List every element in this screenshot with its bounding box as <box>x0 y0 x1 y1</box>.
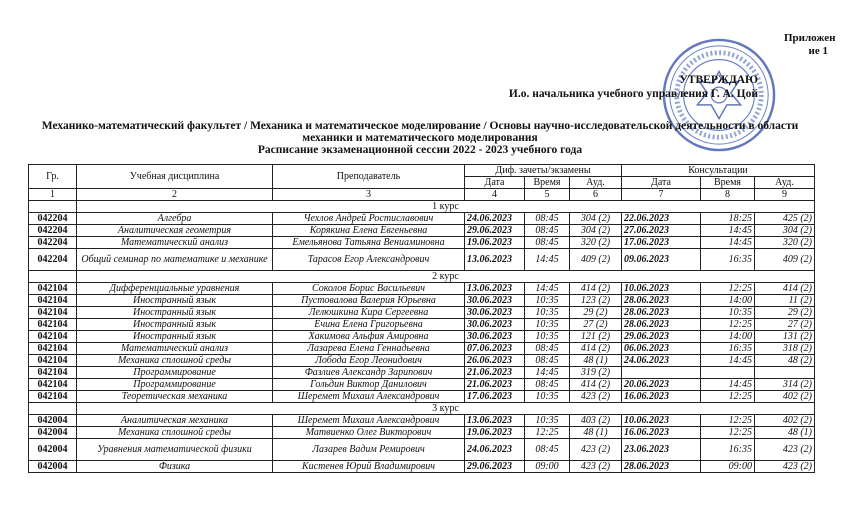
consult-aud-cell: 27 (2) <box>755 319 815 331</box>
consult-time-cell: 14:45 <box>701 355 755 367</box>
discipline-cell: Алгебра <box>77 213 273 225</box>
consult-aud-cell: 402 (2) <box>755 391 815 403</box>
teacher-cell: Хакимова Альфия Амировна <box>273 331 465 343</box>
exam-aud-cell: 414 (2) <box>570 343 622 355</box>
consult-time-cell: 12:25 <box>701 319 755 331</box>
consult-aud-cell: 304 (2) <box>755 225 815 237</box>
teacher-cell: Пустовалова Валерия Юрьевна <box>273 295 465 307</box>
teacher-cell: Кистенев Юрий Владимирович <box>273 461 465 473</box>
group-cell: 042204 <box>29 249 77 271</box>
consult-time-cell <box>701 367 755 379</box>
table-row <box>29 249 815 271</box>
consult-date-cell <box>622 367 701 379</box>
discipline-cell: Иностранный язык <box>77 319 273 331</box>
discipline-cell: Иностранный язык <box>77 307 273 319</box>
consult-date-cell: 22.06.2023 <box>622 213 701 225</box>
exam-aud-cell: 27 (2) <box>570 319 622 331</box>
exam-time-cell: 08:45 <box>525 439 570 461</box>
course-title: 1 курс <box>77 201 815 213</box>
table-row <box>29 343 815 355</box>
exam-time-cell: 09:00 <box>525 461 570 473</box>
exam-time-cell: 08:45 <box>525 225 570 237</box>
consult-aud-cell: 48 (1) <box>755 427 815 439</box>
exam-aud-cell: 29 (2) <box>570 307 622 319</box>
consult-aud-cell: 402 (2) <box>755 415 815 427</box>
header-discipline: Учебная дисциплина <box>77 165 273 189</box>
column-number: 4 <box>465 189 525 201</box>
exam-aud-cell: 414 (2) <box>570 283 622 295</box>
exam-aud-cell: 121 (2) <box>570 331 622 343</box>
exam-time-cell: 10:35 <box>525 307 570 319</box>
group-cell: 042004 <box>29 427 77 439</box>
course-title: 3 курс <box>77 403 815 415</box>
exam-time-cell: 08:45 <box>525 213 570 225</box>
consult-time-cell: 09:00 <box>701 461 755 473</box>
teacher-cell: Шеремет Михаил Александрович <box>273 415 465 427</box>
course-heading-row <box>29 403 815 415</box>
consult-aud-cell: 409 (2) <box>755 249 815 271</box>
exam-date-cell: 24.06.2023 <box>465 439 525 461</box>
header-exam-time: Время <box>525 177 570 189</box>
exam-time-cell: 14:45 <box>525 283 570 295</box>
consult-date-cell: 10.06.2023 <box>622 283 701 295</box>
consult-date-cell: 29.06.2023 <box>622 331 701 343</box>
teacher-cell: Ечина Елена Григорьевна <box>273 319 465 331</box>
table-row <box>29 237 815 249</box>
exam-aud-cell: 304 (2) <box>570 225 622 237</box>
discipline-cell: Физика <box>77 461 273 473</box>
exam-time-cell: 08:45 <box>525 379 570 391</box>
schedule-body <box>29 189 815 473</box>
column-number: 9 <box>755 189 815 201</box>
teacher-cell: Гольдин Виктор Данилович <box>273 379 465 391</box>
consult-aud-cell: 414 (2) <box>755 283 815 295</box>
table-row <box>29 295 815 307</box>
consult-aud-cell: 131 (2) <box>755 331 815 343</box>
header-consult-date: Дата <box>622 177 701 189</box>
exam-aud-cell: 319 (2) <box>570 367 622 379</box>
consult-time-cell: 16:35 <box>701 343 755 355</box>
discipline-cell: Аналитическая геометрия <box>77 225 273 237</box>
column-number: 8 <box>701 189 755 201</box>
exam-time-cell: 08:45 <box>525 343 570 355</box>
table-row <box>29 379 815 391</box>
consult-time-cell: 12:25 <box>701 391 755 403</box>
course-heading-row <box>29 201 815 213</box>
exam-time-cell: 12:25 <box>525 427 570 439</box>
consult-aud-cell <box>755 367 815 379</box>
consult-time-cell: 12:25 <box>701 415 755 427</box>
consult-aud-cell: 29 (2) <box>755 307 815 319</box>
consult-date-cell: 10.06.2023 <box>622 415 701 427</box>
consult-date-cell: 27.06.2023 <box>622 225 701 237</box>
column-number: 3 <box>273 189 465 201</box>
consult-time-cell: 18:25 <box>701 213 755 225</box>
group-cell: 042204 <box>29 237 77 249</box>
discipline-cell: Теоретическая механика <box>77 391 273 403</box>
group-cell: 042104 <box>29 367 77 379</box>
consult-aud-cell: 423 (2) <box>755 461 815 473</box>
table-row <box>29 283 815 295</box>
discipline-cell: Механика сплошной среды <box>77 427 273 439</box>
header-teacher: Преподаватель <box>273 165 465 189</box>
column-number-row <box>29 189 815 201</box>
consult-date-cell: 06.06.2023 <box>622 343 701 355</box>
group-cell: 042104 <box>29 307 77 319</box>
group-cell: 042004 <box>29 415 77 427</box>
consult-time-cell: 16:35 <box>701 249 755 271</box>
exam-time-cell: 10:35 <box>525 415 570 427</box>
exam-time-cell: 10:35 <box>525 295 570 307</box>
exam-aud-cell: 320 (2) <box>570 237 622 249</box>
discipline-cell: Аналитическая механика <box>77 415 273 427</box>
teacher-cell: Чехлов Андрей Ростиславович <box>273 213 465 225</box>
table-row <box>29 307 815 319</box>
table-row <box>29 415 815 427</box>
exam-date-cell: 30.06.2023 <box>465 307 525 319</box>
teacher-cell: Матвиенко Олег Викторович <box>273 427 465 439</box>
consult-aud-cell: 11 (2) <box>755 295 815 307</box>
approval-signer: И.о. начальника учебного управления Г. А. Цой <box>508 88 758 100</box>
header-consult-time: Время <box>701 177 755 189</box>
table-row <box>29 331 815 343</box>
teacher-cell: Шеремет Михаил Александрович <box>273 391 465 403</box>
column-number: 6 <box>570 189 622 201</box>
group-cell: 042104 <box>29 343 77 355</box>
table-row <box>29 225 815 237</box>
approval-title: УТВЕРЖДАЮ <box>679 74 758 86</box>
exam-time-cell: 08:45 <box>525 355 570 367</box>
table-row <box>29 461 815 473</box>
course-title: 2 курс <box>77 271 815 283</box>
consult-aud-cell: 48 (2) <box>755 355 815 367</box>
consult-time-cell: 12:25 <box>701 427 755 439</box>
teacher-cell: Лобода Егор Леонидович <box>273 355 465 367</box>
table-row <box>29 391 815 403</box>
exam-date-cell: 17.06.2023 <box>465 391 525 403</box>
discipline-cell: Механика сплошной среды <box>77 355 273 367</box>
header-group: Гр. <box>29 165 77 189</box>
teacher-cell: Корякина Елена Евгеньевна <box>273 225 465 237</box>
group-cell: 042104 <box>29 295 77 307</box>
exam-date-cell: 24.06.2023 <box>465 213 525 225</box>
group-cell: 042204 <box>29 213 77 225</box>
exam-aud-cell: 123 (2) <box>570 295 622 307</box>
teacher-cell: Фазлиев Александр Зарипович <box>273 367 465 379</box>
consult-time-cell: 14:00 <box>701 295 755 307</box>
group-cell: 042104 <box>29 283 77 295</box>
exam-aud-cell: 48 (1) <box>570 355 622 367</box>
table-row <box>29 213 815 225</box>
consult-time-cell: 12:25 <box>701 283 755 295</box>
exam-time-cell: 14:45 <box>525 367 570 379</box>
group-cell: 042004 <box>29 439 77 461</box>
consult-time-cell: 14:00 <box>701 331 755 343</box>
exam-aud-cell: 414 (2) <box>570 379 622 391</box>
consult-date-cell: 09.06.2023 <box>622 249 701 271</box>
teacher-cell: Лазарева Елена Геннадьевна <box>273 343 465 355</box>
exam-time-cell: 10:35 <box>525 319 570 331</box>
consult-aud-cell: 318 (2) <box>755 343 815 355</box>
exam-schedule-table <box>28 164 815 473</box>
approval-block <box>509 73 758 101</box>
consult-time-cell: 10:35 <box>701 307 755 319</box>
consult-date-cell: 24.06.2023 <box>622 355 701 367</box>
exam-time-cell: 10:35 <box>525 331 570 343</box>
group-cell: 042104 <box>29 355 77 367</box>
header-exam-aud: Ауд. <box>570 177 622 189</box>
consult-date-cell: 17.06.2023 <box>622 237 701 249</box>
table-row <box>29 439 815 461</box>
exam-time-cell: 08:45 <box>525 237 570 249</box>
column-number: 1 <box>29 189 77 201</box>
exam-aud-cell: 423 (2) <box>570 461 622 473</box>
group-cell: 042004 <box>29 461 77 473</box>
exam-date-cell: 13.06.2023 <box>465 283 525 295</box>
teacher-cell: Лелюшкина Кира Сергеевна <box>273 307 465 319</box>
document-heading <box>40 120 800 156</box>
consult-date-cell: 16.06.2023 <box>622 427 701 439</box>
consult-time-cell: 14:45 <box>701 225 755 237</box>
consult-date-cell: 20.06.2023 <box>622 379 701 391</box>
exam-aud-cell: 403 (2) <box>570 415 622 427</box>
appendix-label <box>784 32 836 58</box>
heading-line-3: Расписание экзаменационной сессии 2022 - 2023 учебного года <box>257 144 583 156</box>
exam-date-cell: 29.06.2023 <box>465 225 525 237</box>
exam-date-cell: 13.06.2023 <box>465 415 525 427</box>
exam-aud-cell: 48 (1) <box>570 427 622 439</box>
discipline-cell: Программирование <box>77 379 273 391</box>
exam-aud-cell: 423 (2) <box>570 439 622 461</box>
consult-aud-cell: 314 (2) <box>755 379 815 391</box>
heading-line-2: механики и математического моделирования <box>302 132 538 144</box>
consult-date-cell: 28.06.2023 <box>622 307 701 319</box>
exam-date-cell: 30.06.2023 <box>465 331 525 343</box>
group-cell: 042104 <box>29 379 77 391</box>
table-row <box>29 355 815 367</box>
exam-date-cell: 19.06.2023 <box>465 237 525 249</box>
group-cell: 042204 <box>29 225 77 237</box>
exam-date-cell: 26.06.2023 <box>465 355 525 367</box>
teacher-cell: Емельянова Татьяна Вениаминовна <box>273 237 465 249</box>
exam-aud-cell: 423 (2) <box>570 391 622 403</box>
exam-date-cell: 07.06.2023 <box>465 343 525 355</box>
exam-date-cell: 30.06.2023 <box>465 319 525 331</box>
exam-aud-cell: 409 (2) <box>570 249 622 271</box>
header-consultations: Консультации <box>622 165 815 177</box>
exam-time-cell: 14:45 <box>525 249 570 271</box>
discipline-cell: Уравнения математической физики <box>77 439 273 461</box>
exam-time-cell: 10:35 <box>525 391 570 403</box>
exam-date-cell: 30.06.2023 <box>465 295 525 307</box>
discipline-cell: Математический анализ <box>77 237 273 249</box>
discipline-cell: Программирование <box>77 367 273 379</box>
consult-aud-cell: 320 (2) <box>755 237 815 249</box>
course-heading-row <box>29 271 815 283</box>
exam-date-cell: 13.06.2023 <box>465 249 525 271</box>
header-exams: Диф. зачеты/экзамены <box>465 165 622 177</box>
consult-date-cell: 28.06.2023 <box>622 295 701 307</box>
teacher-cell: Тарасов Егор Александрович <box>273 249 465 271</box>
exam-aud-cell: 304 (2) <box>570 213 622 225</box>
teacher-cell: Соколов Борис Васильевич <box>273 283 465 295</box>
group-cell: 042104 <box>29 319 77 331</box>
consult-aud-cell: 423 (2) <box>755 439 815 461</box>
group-cell: 042104 <box>29 331 77 343</box>
table-row <box>29 367 815 379</box>
heading-line-1: Механико-математический факультет / Механика и математическое моделирование / Основы научно-исследовательской деятельности в области <box>41 120 799 132</box>
consult-aud-cell: 425 (2) <box>755 213 815 225</box>
discipline-cell: Математический анализ <box>77 343 273 355</box>
appendix-line-1: Приложен <box>784 32 836 44</box>
consult-date-cell: 16.06.2023 <box>622 391 701 403</box>
column-number: 2 <box>77 189 273 201</box>
discipline-cell: Дифференциальные уравнения <box>77 283 273 295</box>
teacher-cell: Лазарев Вадим Ремирович <box>273 439 465 461</box>
column-number: 5 <box>525 189 570 201</box>
discipline-cell: Иностранный язык <box>77 331 273 343</box>
exam-date-cell: 21.06.2023 <box>465 367 525 379</box>
consult-time-cell: 14:45 <box>701 237 755 249</box>
appendix-line-2: ие 1 <box>808 45 828 57</box>
column-number: 7 <box>622 189 701 201</box>
header-exam-date: Дата <box>465 177 525 189</box>
table-row <box>29 427 815 439</box>
header-consult-aud: Ауд. <box>755 177 815 189</box>
consult-time-cell: 16:35 <box>701 439 755 461</box>
consult-date-cell: 28.06.2023 <box>622 461 701 473</box>
exam-date-cell: 21.06.2023 <box>465 379 525 391</box>
consult-date-cell: 28.06.2023 <box>622 319 701 331</box>
exam-date-cell: 19.06.2023 <box>465 427 525 439</box>
consult-time-cell: 14:45 <box>701 379 755 391</box>
exam-date-cell: 29.06.2023 <box>465 461 525 473</box>
discipline-cell: Общий семинар по математике и механике <box>77 249 273 271</box>
discipline-cell: Иностранный язык <box>77 295 273 307</box>
table-row <box>29 319 815 331</box>
consult-date-cell: 23.06.2023 <box>622 439 701 461</box>
group-cell: 042104 <box>29 391 77 403</box>
